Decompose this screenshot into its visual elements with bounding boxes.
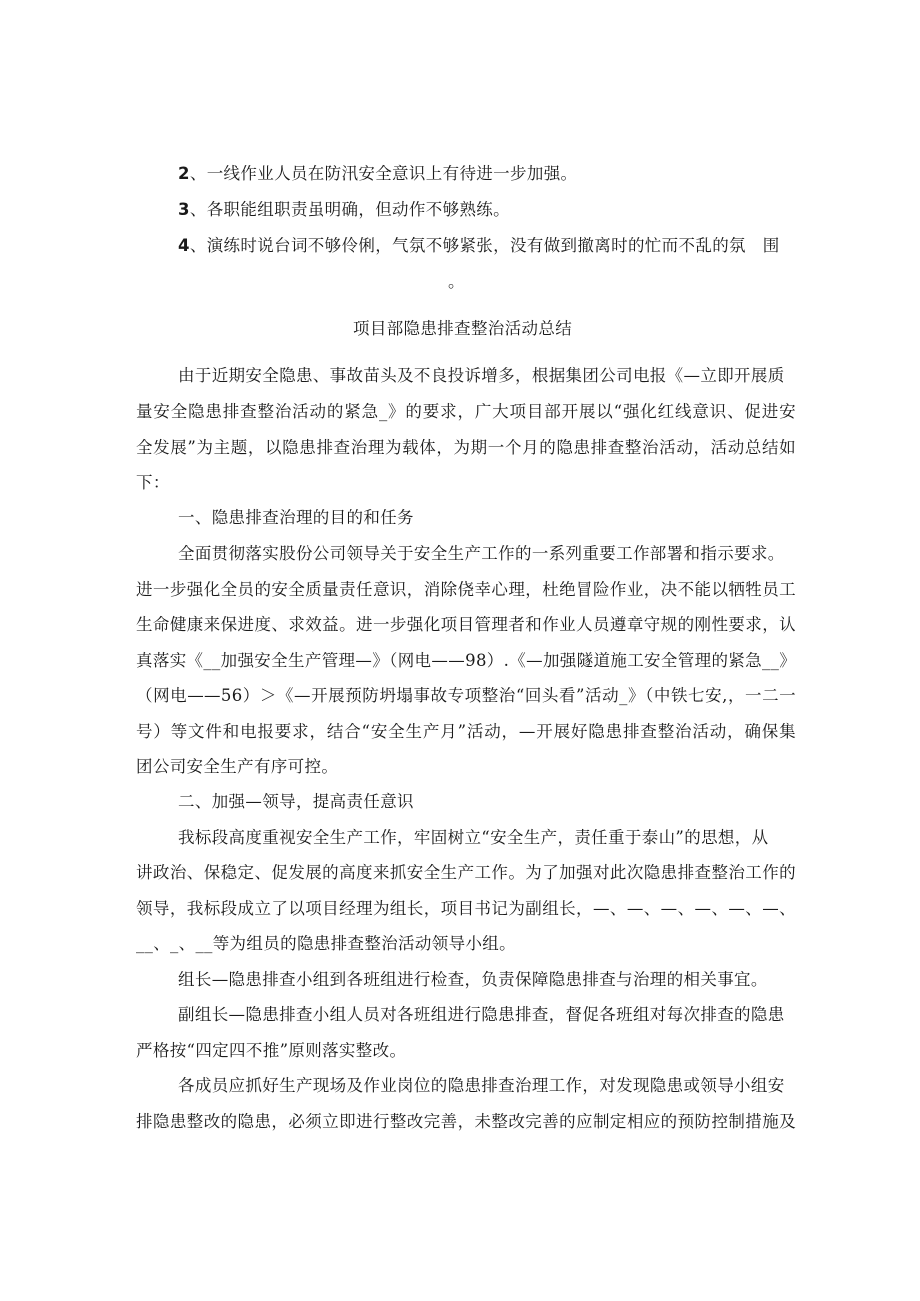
text-line: 真落实《__加强安全生产管理—》（网电——98）.《—加强隧道施工安全管理的紧急__》: [136, 651, 797, 670]
page-title: 项目部隐患排查整治活动总结: [353, 319, 573, 338]
list-number: 4: [178, 236, 190, 255]
text-line: 下：: [136, 473, 170, 492]
list-text: 、一线作业人员在防汛安全意识上有待进一步加强。: [189, 164, 578, 183]
text-line: 组长—隐患排查小组到各班组进行检查，负责保障隐患排查与治理的相关事宜。: [178, 970, 768, 989]
list-tail: 。: [448, 272, 465, 291]
list-number: 3: [178, 200, 190, 219]
text-line: 副组长—隐患排查小组人员对各班组进行隐患排查，督促各班组对每次排查的隐患: [178, 1005, 785, 1024]
text-line: 讲政治、保稳定、促发展的高度来抓安全生产工作。为了加强对此次隐患排查整治工作的: [136, 863, 796, 882]
list-text: 、演练时说台词不够伶俐，气氛不够紧张，没有做到撤离时的忙而不乱的氛 围: [189, 236, 780, 255]
text-line: 量安全隐患排查整治活动的紧急_》的要求，广大项目部开展以“强化红线意识、促进安: [136, 402, 796, 421]
text-line: 由于近期安全隐患、事故苗头及不良投诉增多，根据集团公司电报《—立即开展质: [178, 366, 785, 385]
text-line: 各成员应抓好生产现场及作业岗位的隐患排查治理工作，对发现隐患或领导小组安: [178, 1076, 785, 1095]
text-line: （网电——56）＞《—开展预防坍塌事故专项整治“回头看”活动_》（中铁七安,，一二一: [136, 686, 796, 705]
text-line: 领导，我标段成立了以项目经理为组长，项目书记为副组长，—、—、—、—、—、—、: [136, 899, 796, 918]
text-line: 进一步强化全员的安全质量责任意识，消除侥幸心理，杜绝冒险作业，决不能以牺牲员工: [136, 580, 796, 599]
list-number: 2: [178, 164, 190, 183]
text-line: 团公司安全生产有序可控。: [136, 757, 339, 776]
text-line: 严格按“四定四不推”原则落实整改。: [136, 1041, 407, 1060]
section-heading: 一、隐患排查治理的目的和任务: [178, 508, 414, 527]
text-line: 号）等文件和电报要求，结合“安全生产月”活动，—开展好隐患排查整治活动，确保集: [136, 722, 796, 741]
text-line: 我标段高度重视安全生产工作，牢固树立“安全生产，责任重于泰山”的思想，从: [178, 828, 769, 847]
text-line: 排隐患整改的隐患，必须立即进行整改完善，未整改完善的应制定相应的预防控制措施及: [136, 1112, 796, 1131]
list-text: 、各职能组职责虽明确，但动作不够熟练。: [189, 200, 510, 219]
section-heading: 二、加强—领导，提高责任意识: [178, 792, 414, 811]
list-item: [178, 164, 577, 184]
text-line: 生命健康来保进度、求效益。进一步强化项目管理者和作业人员遵章守规的刚性要求，认: [136, 615, 796, 634]
list-item: [178, 200, 510, 220]
list-item: [178, 236, 780, 256]
text-line: 全发展”为主题，以隐患排查治理为载体，为期一个月的隐患排查整治活动，活动总结如: [136, 438, 796, 457]
text-line: __、_、__等为组员的隐患排查整治活动领导小组。: [136, 934, 516, 953]
text-line: 全面贯彻落实股份公司领导关于安全生产工作的一系列重要工作部署和指示要求。: [178, 544, 785, 563]
